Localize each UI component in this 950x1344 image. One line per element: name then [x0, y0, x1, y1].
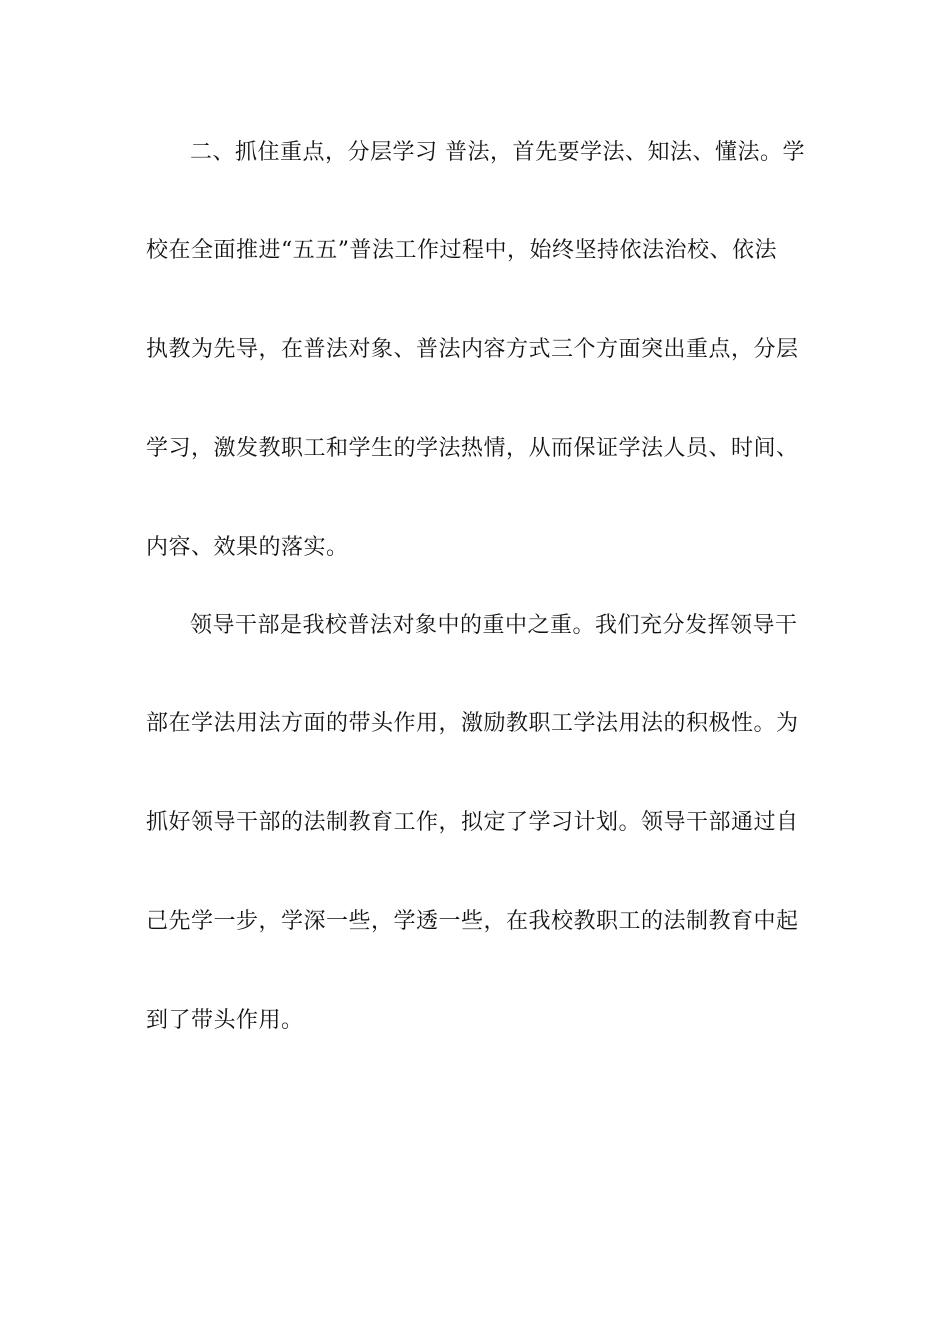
paragraph-line: 到了带头作用。	[146, 1008, 304, 1033]
paragraph-line: 学习，激发教职工和学生的学法热情，从而保证学法人员、时间、	[146, 436, 799, 461]
paragraph-line: 己先学一步，学深一些，学透一些，在我校教职工的法制教育中起	[146, 909, 799, 934]
paragraph-line: 内容、效果的落实。	[146, 535, 349, 560]
paragraph-line: 领导干部是我校普法对象中的重中之重。我们充分发挥领导干	[190, 613, 798, 638]
paragraph-line: 校在全面推进“五五”普法工作过程中，始终坚持依法治校、依法	[146, 238, 777, 263]
paragraph-line: 抓好领导干部的法制教育工作，拟定了学习计划。领导干部通过自	[146, 810, 799, 835]
paragraph-line: 二、抓住重点，分层学习 普法，首先要学法、知法、懂法。学	[190, 140, 805, 165]
paragraph-line: 执教为先导，在普法对象、普法内容方式三个方面突出重点，分层	[146, 337, 799, 362]
paragraph-line: 部在学法用法方面的带头作用，激励教职工学法用法的积极性。为	[146, 711, 799, 736]
